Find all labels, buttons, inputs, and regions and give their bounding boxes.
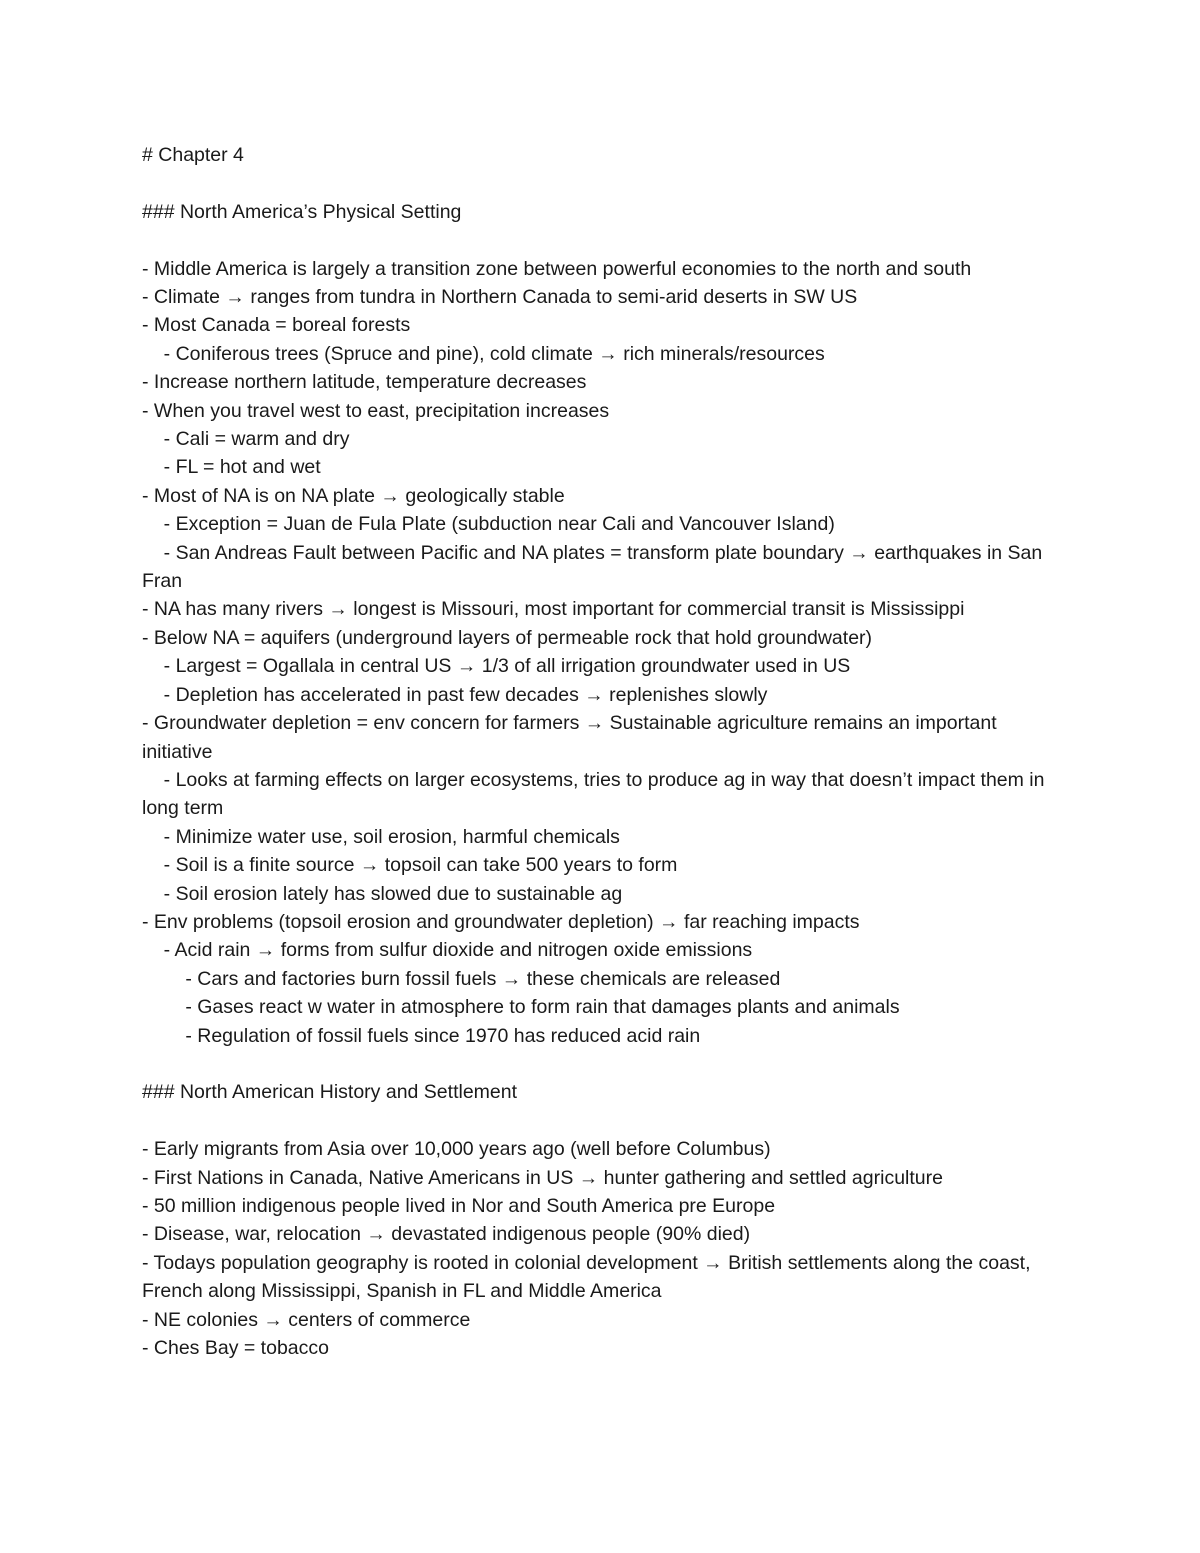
- note-line: - Climate → ranges from tundra in Northern Canada to semi-arid deserts in SW US: [142, 286, 858, 308]
- note-line: - Middle America is largely a transition zone between powerful economies to the north and south: [142, 257, 972, 280]
- blank-line: [142, 169, 1062, 197]
- note-line: - Env problems (topsoil erosion and groundwater depletion) → far reaching impacts: [142, 910, 860, 933]
- note-line: - Coniferous trees (Spruce and pine), cold climate → rich minerals/resources: [142, 342, 825, 365]
- note-line: - Minimize water use, soil erosion, harmful chemicals: [142, 825, 620, 848]
- note-line: - FL = hot and wet: [142, 456, 321, 479]
- note-line: - Most Canada = boreal forests: [142, 314, 411, 337]
- note-line: - NE colonies → centers of commerce: [142, 1308, 471, 1331]
- note-line: - 50 million indigenous people lived in Nor and South America pre Europe: [142, 1194, 776, 1217]
- note-line: - Most of NA is on NA plate → geologically stable: [142, 484, 565, 507]
- note-line: - When you travel west to east, precipitation increases: [142, 399, 610, 422]
- note-line: - Soil erosion lately has slowed due to sustainable ag: [142, 882, 623, 905]
- note-line: - Groundwater depletion = env concern for farmers → Sustainable agriculture remains an important initiative: [142, 712, 1003, 763]
- blank-line: [142, 1050, 1062, 1078]
- note-line: - Increase northern latitude, temperature decreases: [142, 371, 587, 394]
- section-heading-history: ### North American History and Settlement: [142, 1081, 518, 1104]
- note-line: - Exception = Juan de Fula Plate (subduction near Cali and Vancouver Island): [142, 513, 835, 536]
- note-line: - Soil is a finite source → topsoil can take 500 years to form: [142, 854, 678, 877]
- blank-line: [142, 1107, 1062, 1135]
- chapter-heading: # Chapter 4: [142, 144, 244, 166]
- note-line: - Todays population geography is rooted in colonial development → British settlements along the coast, French along Mississippi, Spanish in FL and Middle America: [142, 1251, 1036, 1303]
- note-line: - Looks at farming effects on larger ecosystems, tries to produce ag in way that doesn’t impact them in long term: [142, 768, 1050, 820]
- section-heading-physical-setting: ### North America’s Physical Setting: [142, 200, 462, 223]
- note-line: - Early migrants from Asia over 10,000 years ago (well before Columbus): [142, 1138, 771, 1161]
- note-line: - Depletion has accelerated in past few decades → replenishes slowly: [142, 683, 768, 706]
- note-line: - Gases react w water in atmosphere to form rain that damages plants and animals: [142, 996, 900, 1019]
- note-line: - NA has many rivers → longest is Missouri, most important for commercial transit is Mississippi: [142, 598, 965, 621]
- note-line: - First Nations in Canada, Native Americans in US → hunter gathering and settled agriculture: [142, 1166, 943, 1189]
- blank-line: [142, 226, 1062, 254]
- note-line: - Below NA = aquifers (underground layers of permeable rock that hold groundwater): [142, 626, 873, 649]
- note-line: - Regulation of fossil fuels since 1970 has reduced acid rain: [142, 1024, 701, 1047]
- note-line: - Cars and factories burn fossil fuels → these chemicals are released: [142, 967, 781, 990]
- note-line: - Disease, war, relocation → devastated indigenous people (90% died): [142, 1223, 751, 1246]
- note-line: - Acid rain → forms from sulfur dioxide and nitrogen oxide emissions: [142, 939, 753, 962]
- note-line: - San Andreas Fault between Pacific and NA plates = transform plate boundary → earthquakes in San Fran: [142, 541, 1048, 593]
- note-line: - Largest = Ogallala in central US → 1/3 of all irrigation groundwater used in US: [142, 655, 851, 678]
- note-line: - Ches Bay = tobacco: [142, 1337, 329, 1359]
- document-page: [142, 141, 1062, 1362]
- note-line: - Cali = warm and dry: [142, 428, 350, 451]
